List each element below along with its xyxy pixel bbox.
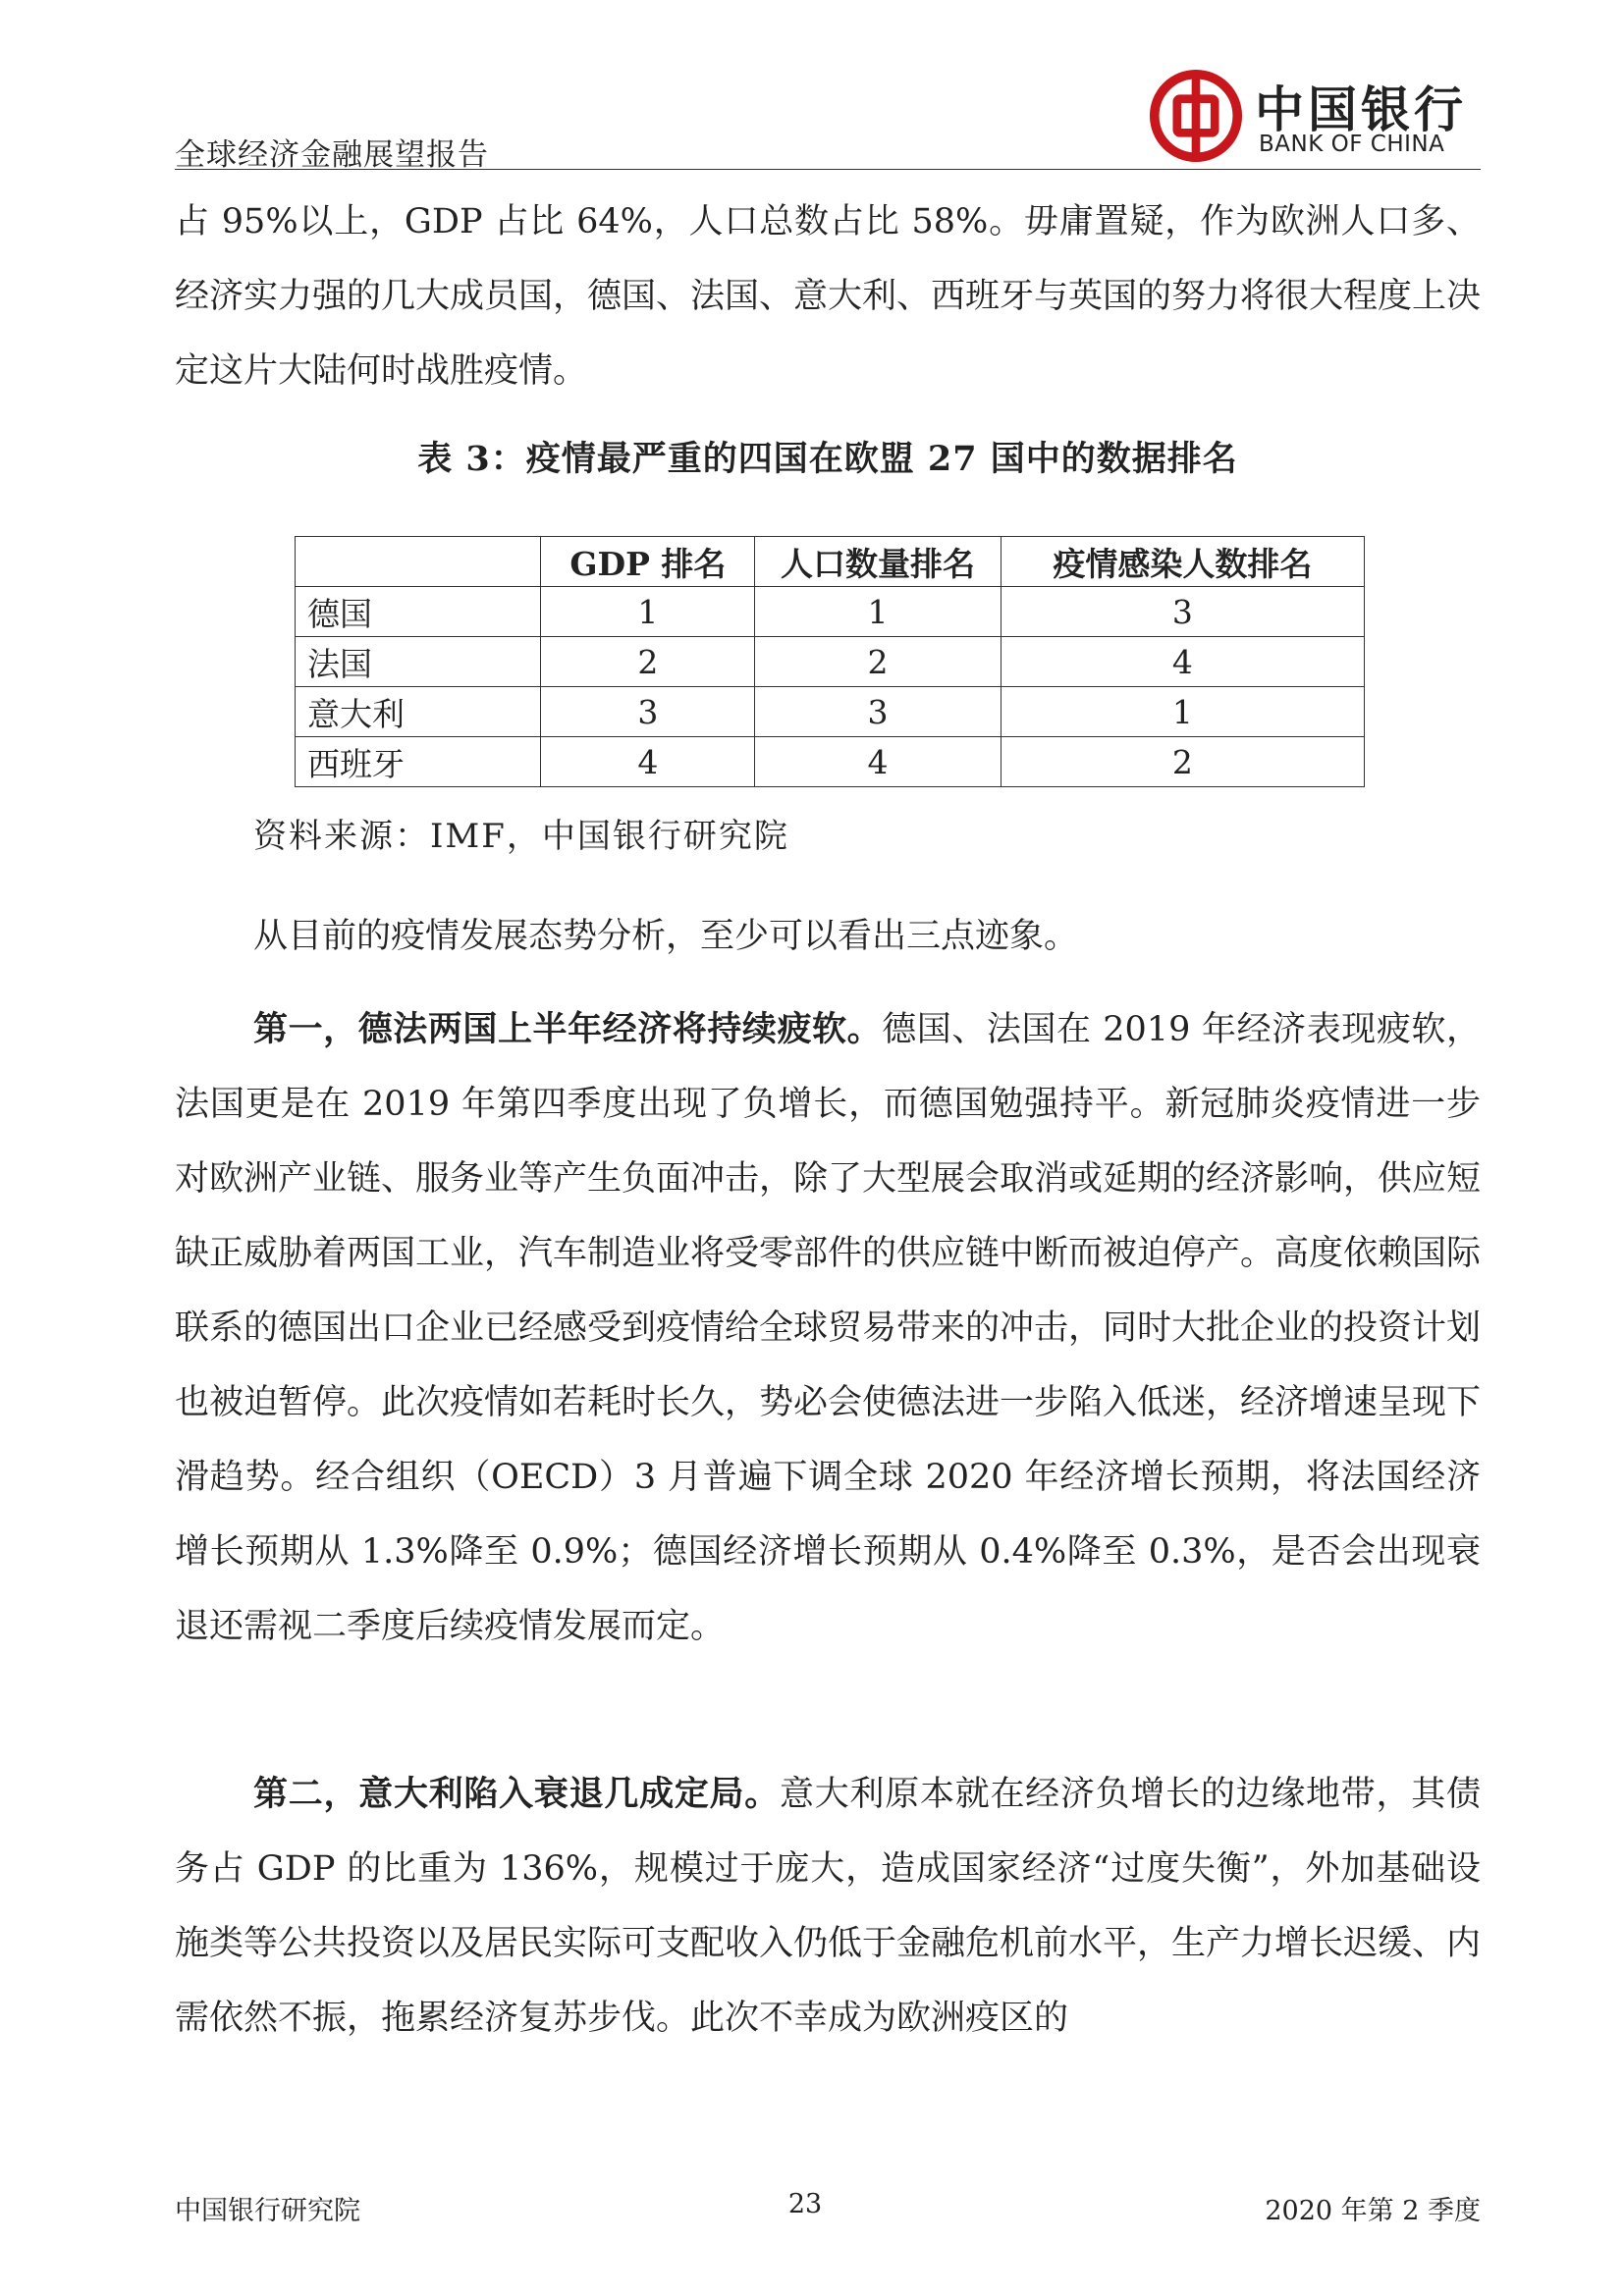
country-cell: 意大利 (296, 687, 541, 737)
gdp-rank-cell: 2 (541, 637, 755, 687)
lead-paragraph: 从目前的疫情发展态势分析，至少可以看出三点迹象。 (253, 917, 1079, 956)
table-row (296, 637, 1365, 687)
logo-chinese-name: 中国银行 (1255, 80, 1467, 138)
table-header-population: 人口数量排名 (755, 537, 1001, 587)
infection-rank-cell: 3 (1001, 587, 1364, 637)
table-header-infections: 疫情感染人数排名 (1001, 537, 1364, 587)
point-two-text: 意大利原本就在经济负增长的边缘地带，其债务占 GDP 的比重为 136%，规模过于庞大，造成国家经济“过度失衡”，外加基础设施类等公共投资以及居民实际可支配收入仍低于金融危机前水平，生产力增长迟缓、内需依然不振，拖累经济复苏步伐。此次不幸成为欧洲疫区的 (175, 1775, 1482, 2038)
header-divider (175, 169, 1481, 170)
point-two-title: 第二，意大利陷入衰退几成定局。 (253, 1774, 781, 1814)
gdp-rank-cell: 1 (541, 587, 755, 637)
table-caption: 表 3：疫情最严重的四国在欧盟 27 国中的数据排名 (417, 439, 1238, 479)
logo-english-name: BANK OF CHINA (1259, 132, 1445, 157)
country-cell: 德国 (296, 587, 541, 637)
population-rank-cell: 3 (755, 687, 1001, 737)
population-rank-cell: 4 (755, 737, 1001, 787)
country-cell: 西班牙 (296, 737, 541, 787)
infection-rank-cell: 2 (1001, 737, 1364, 787)
page-number: 23 (787, 2189, 823, 2219)
gdp-rank-cell: 3 (541, 687, 755, 737)
point-one-text: 德国、法国在 2019 年经济表现疲软，法国更是在 2019 年第四季度出现了负增长，而德国勉强持平。新冠肺炎疫情进一步对欧洲产业链、服务业等产生负面冲击，除了大型展会取消或延期的经济影响，供应短缺正威胁着两国工业，汽车制造业将受零部件的供应链中断而被迫停产。高度依赖国际联系的德国出口企业已经感受到疫情给全球贸易带来的冲击，同时大批企业的投资计划也被迫暂停。此次疫情如若耗时长久，势必会使德法进一步陷入低迷，经济增速呈现下滑趋势。经合组织（OECD）3 月普遍下调全球 2020 年经济增长预期，将法国经济增长预期从 1.3%降至 0.9%；德国经济增长预期从 0.4%降至 0.3%，是否会出现衰退还需视二季度后续疫情发展而定。 (175, 1010, 1482, 1646)
infection-rank-cell: 4 (1001, 637, 1364, 687)
population-rank-cell: 1 (755, 587, 1001, 637)
bank-logo (1149, 67, 1483, 165)
footer-institute: 中国银行研究院 (175, 2196, 360, 2226)
table-source-note: 资料来源：IMF，中国银行研究院 (253, 817, 789, 856)
country-cell: 法国 (296, 637, 541, 687)
table-row (296, 587, 1365, 637)
table-header-row (296, 537, 1365, 587)
report-title: 全球经济金融展望报告 (175, 137, 489, 173)
table-row (296, 737, 1365, 787)
gdp-rank-cell: 4 (541, 737, 755, 787)
table-header-blank (296, 537, 541, 587)
table-header-gdp: GDP 排名 (541, 537, 755, 587)
ranking-table (295, 536, 1365, 787)
boc-logo-icon (1149, 69, 1243, 163)
table-row (296, 687, 1365, 737)
population-rank-cell: 2 (755, 637, 1001, 687)
point-one-title: 第一，德法两国上半年经济将持续疲软。 (253, 1009, 883, 1049)
infection-rank-cell: 1 (1001, 687, 1364, 737)
point-one-paragraph (175, 992, 1481, 1664)
intro-paragraph: 占 95%以上，GDP 占比 64%，人口总数占比 58%。毋庸置疑，作为欧洲人口多、经济实力强的几大成员国，德国、法国、意大利、西班牙与英国的努力将很大程度上决定这片大陆何时战胜疫情。 (175, 202, 1482, 391)
point-two-paragraph (175, 1757, 1481, 2056)
footer-quarter: 2020 年第 2 季度 (1265, 2196, 1481, 2226)
